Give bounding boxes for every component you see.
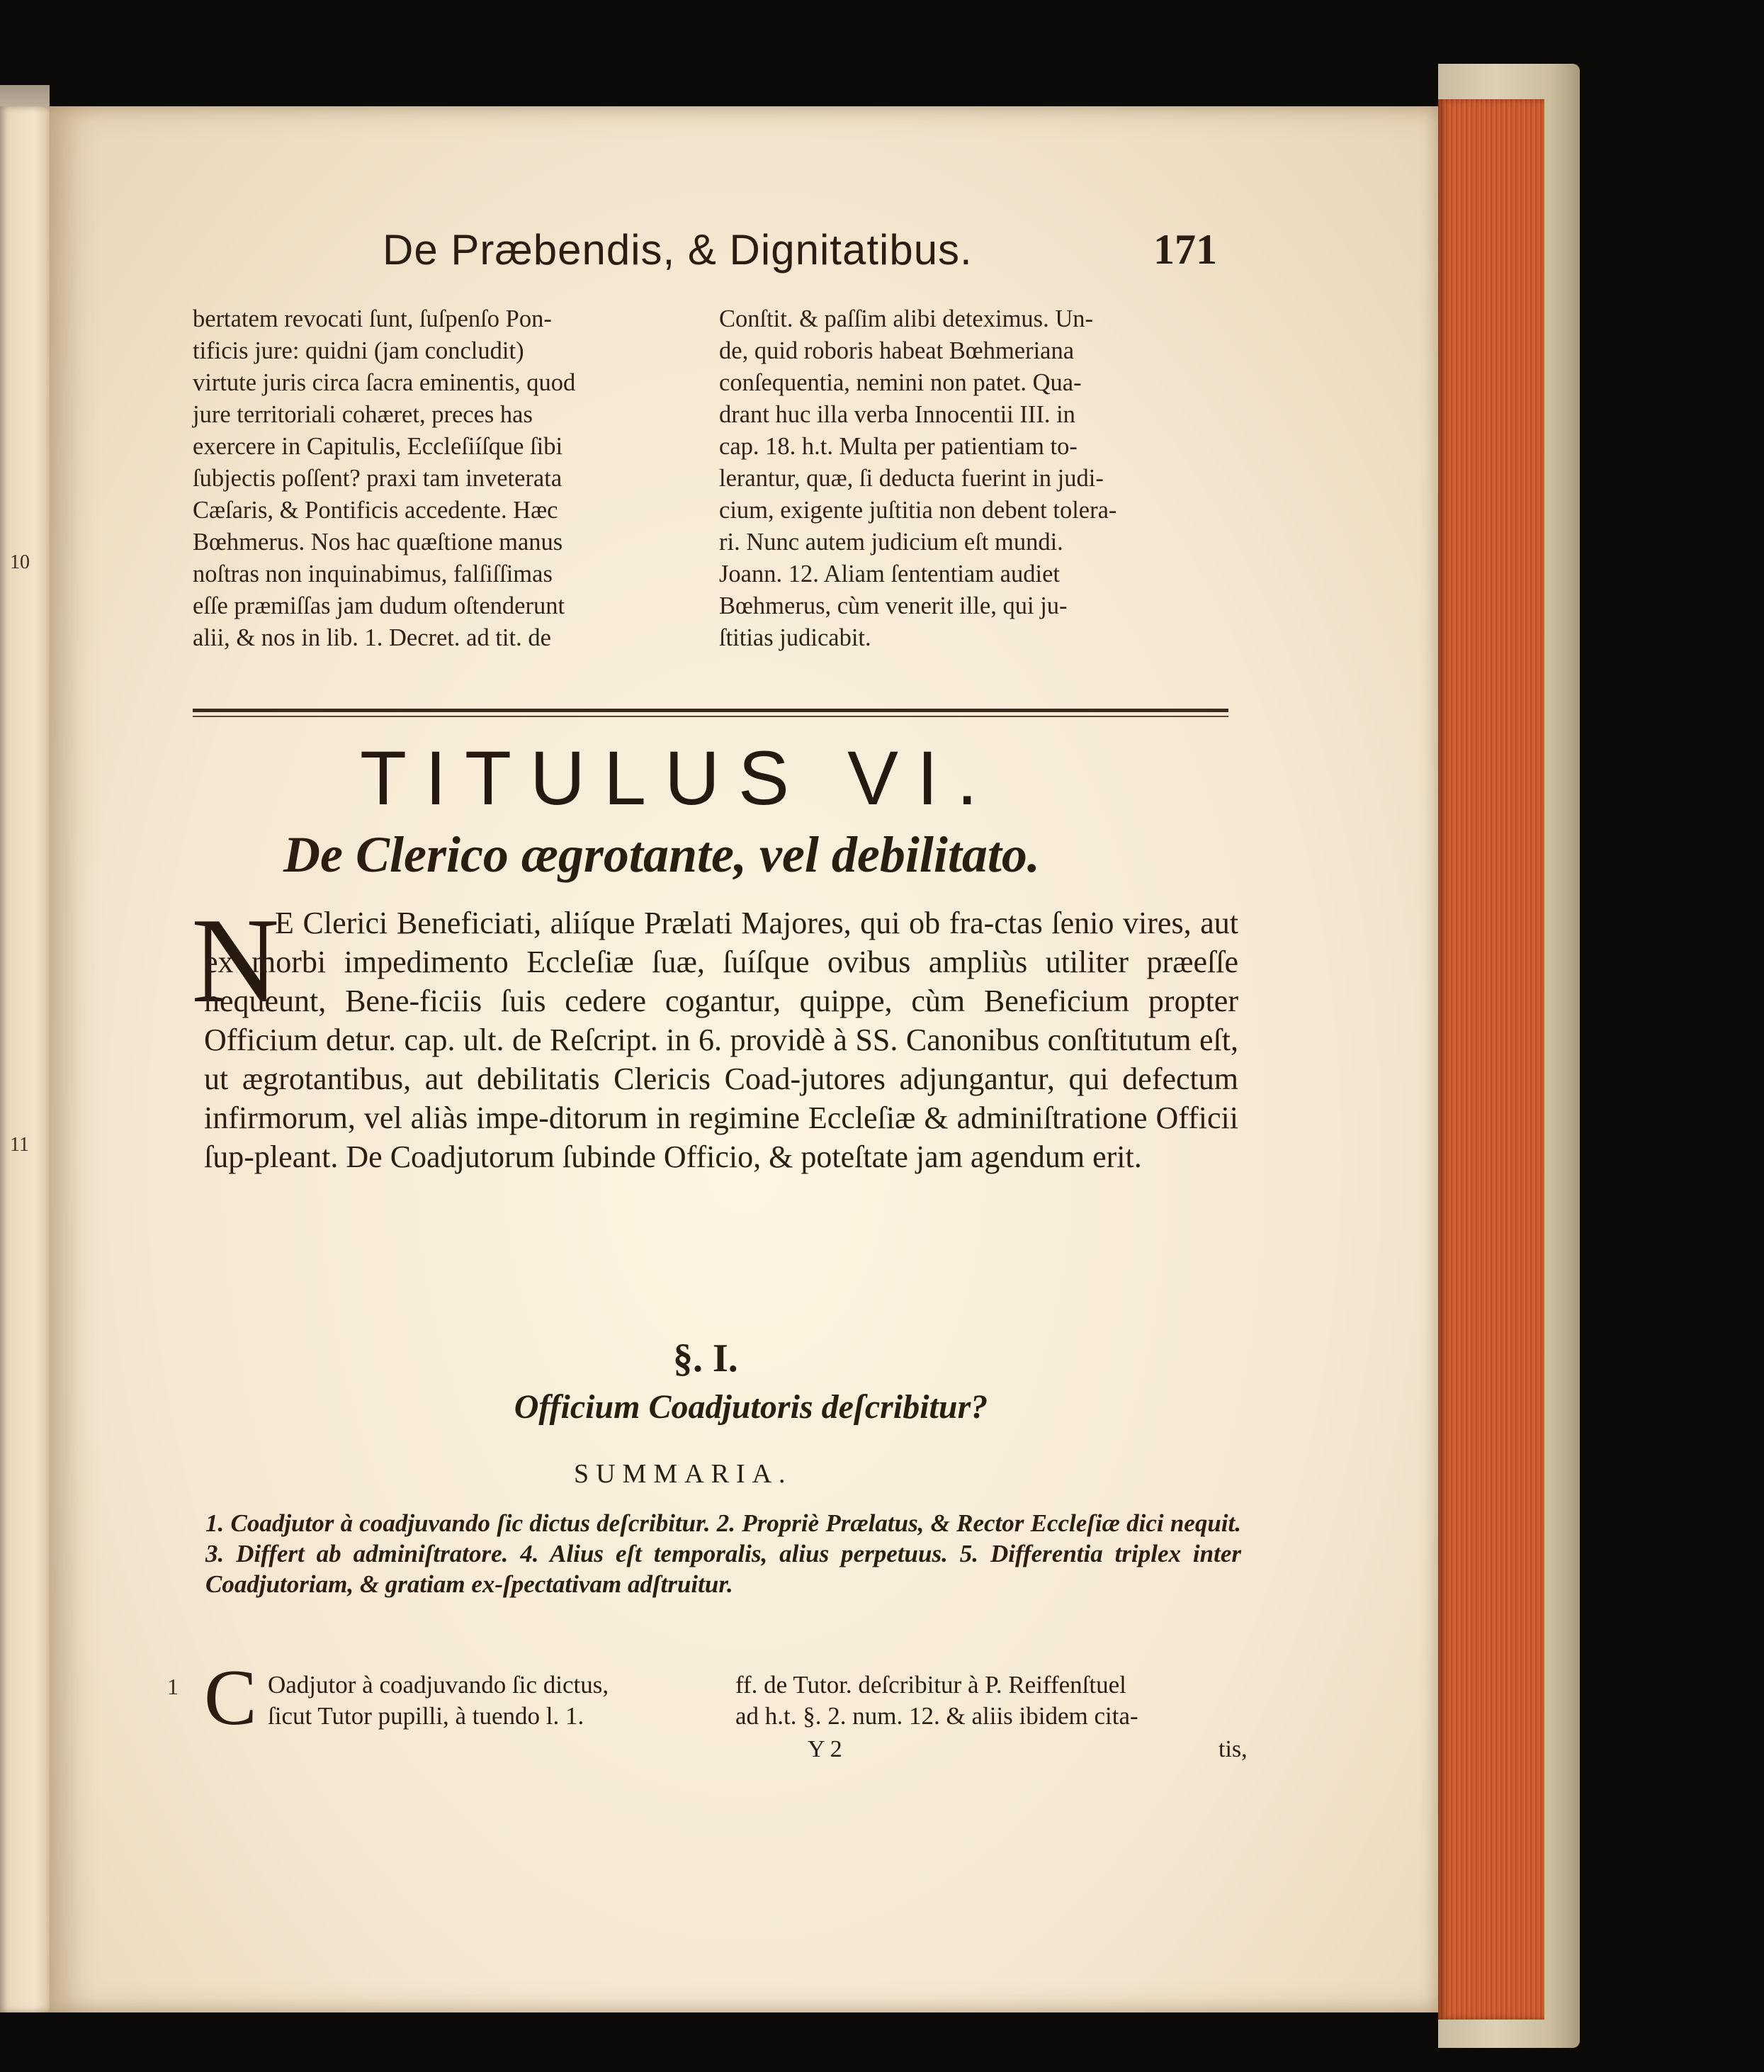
text-line: lerantur, quæ, ſi deducta fuerint in judi- <box>719 465 1104 492</box>
summaria-heading: SUMMARIA. <box>574 1459 793 1489</box>
signature-mark: Y 2 <box>808 1736 842 1762</box>
text-line: Bœhmerus, cùm venerit ille, qui ju- <box>719 592 1068 619</box>
margin-number-1: 1 <box>167 1674 179 1699</box>
text-line: ff. de Tutor. deſcribitur à P. Reiffenſtuel <box>735 1671 1126 1699</box>
margin-number-11: 11 <box>10 1134 29 1156</box>
text-line: ſtitias judicabit. <box>719 624 871 651</box>
text-line: conſequentia, nemini non patet. Qua- <box>719 369 1082 396</box>
text-line: Conſtit. & paſſim alibi deteximus. Un- <box>719 305 1093 332</box>
text-line: eſſe præmiſſas jam dudum oſtenderunt <box>193 592 565 619</box>
catchword: tis, <box>1219 1736 1248 1762</box>
text-line: cap. 18. h.t. Multa per patientiam to- <box>719 433 1078 460</box>
section-mark: §. I. <box>673 1336 738 1380</box>
bottom-left-column <box>268 1670 767 1732</box>
section-rule-thick <box>193 709 1228 712</box>
drop-initial: N <box>191 894 280 1028</box>
chapter-subtitle: De Clerico ægrotante, vel debilitato. <box>283 826 1040 883</box>
section-title: Officium Coadjutoris deſcribitur? <box>514 1388 988 1426</box>
text-line: noſtras non inquinabimus, falſiſſimas <box>193 561 553 587</box>
text-line: virtute juris circa ſacra eminentis, quod <box>193 369 576 396</box>
summaria-text: 1. Coadjutor à coadjuvando ſic dictus deſcribitur. 2. Propriè Prælatus, & Rector Eccleſiæ dici nequit. 3. Differt ab adminiſtratore. 4. Alius eſt temporalis, alius perpetuus. 5. Differentia triplex inter Coadjutoriam, & gratiam ex-ſpectativam adſtruitur. <box>205 1509 1241 1598</box>
top-right-column <box>719 303 1219 654</box>
text-line: Joann. 12. Aliam ſententiam audiet <box>719 561 1060 587</box>
text-line: ad h.t. §. 2. num. 12. & aliis ibidem cita- <box>735 1702 1138 1730</box>
text-line: drant huc illa verba Innocentii III. in <box>719 401 1075 428</box>
text-line: alii, & nos in lib. 1. Decret. ad tit. de <box>193 624 551 651</box>
page-number: 171 <box>1153 226 1217 273</box>
text-line: cium, exigente juſtitia non debent tolera- <box>719 497 1117 524</box>
bottom-right-column <box>735 1670 1245 1732</box>
text-line: jure territoriali cohæret, preces has <box>193 401 533 428</box>
text-line: de, quid roboris habeat Bœhmeriana <box>719 337 1075 364</box>
text-line: exercere in Capitulis, Eccleſiíſque ſibi <box>193 433 563 460</box>
text-line: Bœhmerus. Nos hac quæſtione manus <box>193 529 563 556</box>
text-line: Cæſaris, & Pontificis accedente. Hæc <box>193 497 558 524</box>
text-line: ſubjectis poſſent? praxi tam inveterata <box>193 465 562 492</box>
text-line: Oadjutor à coadjuvando ſic dictus, <box>268 1671 609 1699</box>
previous-page-edge <box>0 106 50 2012</box>
drop-initial-c: C <box>204 1654 257 1742</box>
text-line: ſicut Tutor pupilli, à tuendo l. 1. <box>268 1702 584 1730</box>
top-left-column <box>193 303 692 654</box>
text-line: ri. Nunc autem judicium eſt mundi. <box>719 529 1063 556</box>
text-line: bertatem revocati ſunt, ſuſpenſo Pon- <box>193 305 552 332</box>
running-title: De Præbendis, & Dignitatibus. <box>383 226 973 274</box>
margin-number-10: 10 <box>10 551 30 573</box>
section-rule-thin <box>193 716 1228 717</box>
body-paragraph: E Clerici Beneficiati, aliíque Prælati Majores, qui ob fra-ctas ſenio vires, aut ex morbi impedimento Eccleſiæ ſuæ, ſuíſque ovibus ampliùs utiliter præeſſe nequeunt, Bene-ficiis ſuis cedere cogantur, quippe, cùm Beneficium propter Officium detur. cap. ult. de Reſcript. in 6. providè à SS. Canonibus conſtitutum eſt, ut ægrotantibus, aut debilitatis Clericis Coad-jutores adjungantur, qui defectum infirmorum, vel aliàs impe-ditorum in regimine Eccleſiæ & adminiſtratione Officii ſup-pleant. De Coadjutorum ſubinde Officio, & poteſtate jam agendum erit. <box>204 906 1238 1174</box>
page-edges <box>1438 99 1544 2020</box>
text-line: tificis jure: quidni (jam concludit) <box>193 337 524 364</box>
chapter-title: TITULUS VI. <box>360 735 997 821</box>
